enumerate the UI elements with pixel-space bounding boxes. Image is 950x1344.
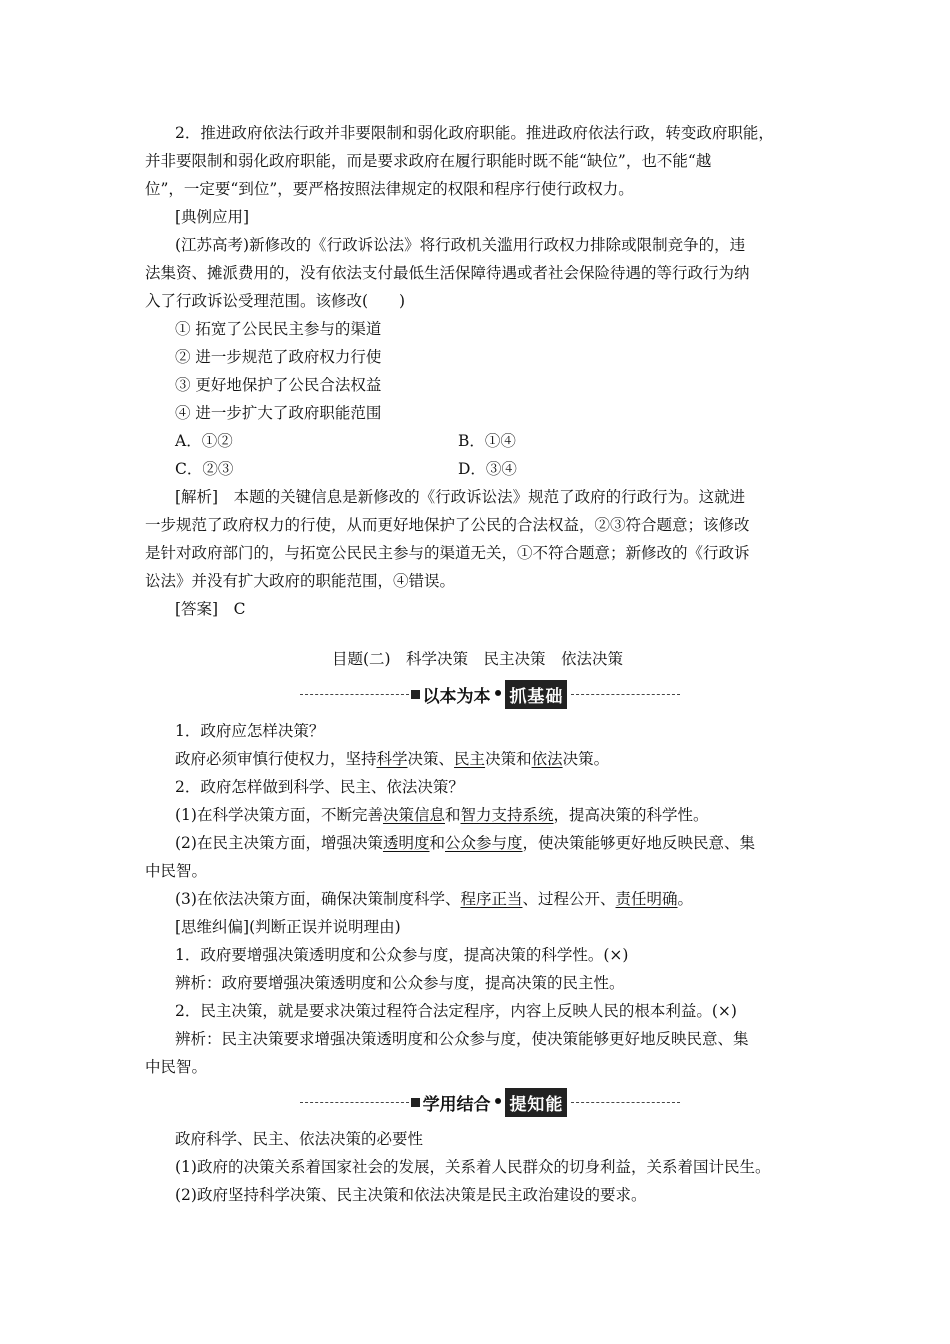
statement-item: ① 拓宽了公民民主参与的渠道	[175, 320, 382, 338]
paragraph-2-line2: 并非要限制和弱化政府职能，而是要求政府在履行职能时既不能“缺位”，也不能“越	[145, 152, 712, 170]
banner-title: 以本为本	[422, 686, 491, 707]
banner-application	[300, 1087, 680, 1117]
banner-badge: 提知能	[505, 1088, 567, 1117]
fill-blank: 责任明确	[615, 890, 678, 908]
statement-item: ④ 进一步扩大了政府职能范围	[175, 404, 382, 422]
fill-blank: 民主	[454, 750, 486, 768]
fill-blank: 公众参与度	[445, 834, 523, 852]
text: 、过程公开、	[522, 890, 616, 908]
text: 和	[444, 806, 461, 824]
judge-2-analysis-line1: 辨析：民主决策要求增强决策透明度和公众参与度，使决策能够更好地反映民意、集	[175, 1030, 749, 1048]
banner-basics	[300, 679, 680, 709]
fill-blank: 科学	[376, 750, 408, 768]
answer-2-item-2	[175, 829, 810, 857]
answer: [答案] C	[175, 600, 246, 618]
question-line2: 法集资、摊派费用的，没有依法支付最低生活保障待遇或者社会保险待遇的等行政行为纳	[145, 264, 750, 282]
question-line1: (江苏高考)新修改的《行政诉讼法》将行政机关滥用行政权力排除或限制竞争的，违	[175, 236, 746, 254]
necessity-heading: 政府科学、民主、依法决策的必要性	[175, 1130, 424, 1148]
judge-2-analysis-line2: 中民智。	[145, 1058, 208, 1076]
option-d: D．③④	[458, 460, 517, 478]
square-bullet-icon	[411, 1098, 420, 1107]
answer-2-item-1	[175, 801, 810, 829]
example-heading: [典例应用]	[175, 208, 250, 226]
answer-2-item-3	[175, 885, 810, 913]
banner-title: 学用结合	[422, 1094, 491, 1115]
analysis-line2: 一步规范了政府权力的行使，从而更好地保护了公民的合法权益，②③符合题意；该修改	[145, 516, 750, 534]
question-line3: 入了行政诉讼受理范围。该修改( )	[145, 292, 406, 310]
text: ，使决策能够更好地反映民意、集	[522, 834, 756, 852]
option-b: B．①④	[458, 432, 516, 450]
fill-blank: 程序正当	[460, 890, 523, 908]
fill-blank: 依法	[531, 750, 563, 768]
paragraph-2-line3: 位”，一定要“到位”，要严格按照法律规定的权限和程序行使行政权力。	[145, 180, 634, 198]
banner-dash-right	[571, 694, 680, 695]
paragraph-2-line1: 2．推进政府依法行政并非要限制和弱化政府职能。推进政府依法行政，转变政府职能，	[175, 124, 774, 142]
statement-item: ② 进一步规范了政府权力行使	[175, 348, 382, 366]
question-2: 2．政府怎样做到科学、民主、依法决策？	[175, 778, 464, 796]
banner-dot: •	[492, 1092, 504, 1112]
text: 。	[677, 890, 694, 908]
banner-dash-left	[300, 694, 409, 695]
fill-blank: 透明度	[382, 834, 430, 852]
square-bullet-icon	[411, 690, 420, 699]
text: 决策。	[562, 750, 610, 768]
section-title: 目题(二) 科学决策 民主决策 依法决策	[331, 650, 624, 668]
statement-item: ③ 更好地保护了公民合法权益	[175, 376, 382, 394]
fill-blank: 智力支持系统	[460, 806, 554, 824]
judge-1-analysis: 辨析：政府要增强决策透明度和公众参与度，提高决策的民主性。	[175, 974, 625, 992]
banner-dash-right	[571, 1102, 680, 1103]
banner-badge: 抓基础	[505, 680, 567, 709]
judge-2: 2．民主决策，就是要求决策过程符合法定程序，内容上反映人民的根本利益。(×)	[175, 1002, 737, 1020]
text: 决策和	[485, 750, 532, 768]
text: (1)在科学决策方面，不断完善	[175, 806, 383, 824]
text: ，提高决策的科学性。	[553, 806, 709, 824]
analysis-line1: [解析] 本题的关键信息是新修改的《行政诉讼法》规范了政府的行政行为。这就进	[175, 488, 746, 506]
judge-1: 1．政府要增强决策透明度和公众参与度，提高决策的科学性。(×)	[175, 946, 629, 964]
text: (2)在民主决策方面，增强决策	[175, 834, 383, 852]
text: 政府必须审慎行使权力，坚持	[175, 750, 377, 768]
question-1: 1．政府应怎样决策？	[175, 722, 325, 740]
text: 和	[429, 834, 445, 852]
analysis-line3: 是针对政府部门的，与拓宽公民民主参与的渠道无关，①不符合题意；新修改的《行政诉	[145, 544, 750, 562]
banner-dot: •	[492, 684, 504, 704]
option-c: C．②③	[175, 460, 234, 478]
text: (3)在依法决策方面，确保决策制度科学、	[175, 890, 461, 908]
option-a: A．①②	[175, 432, 233, 450]
analysis-line4: 讼法》并没有扩大政府的职能范围，④错误。	[145, 572, 456, 590]
necessity-point-2: (2)政府坚持科学决策、民主决策和依法决策是民主政治建设的要求。	[175, 1186, 647, 1204]
answer-1	[175, 745, 810, 773]
banner-dash-left	[300, 1102, 409, 1103]
fill-blank: 决策信息	[382, 806, 445, 824]
answer-2-item-2-cont: 中民智。	[145, 862, 208, 880]
text: 决策、	[407, 750, 455, 768]
judge-heading: [思维纠偏](判断正误并说明理由)	[175, 918, 401, 936]
necessity-point-1: (1)政府的决策关系着国家社会的发展，关系着人民群众的切身利益，关系着国计民生。	[175, 1158, 771, 1176]
